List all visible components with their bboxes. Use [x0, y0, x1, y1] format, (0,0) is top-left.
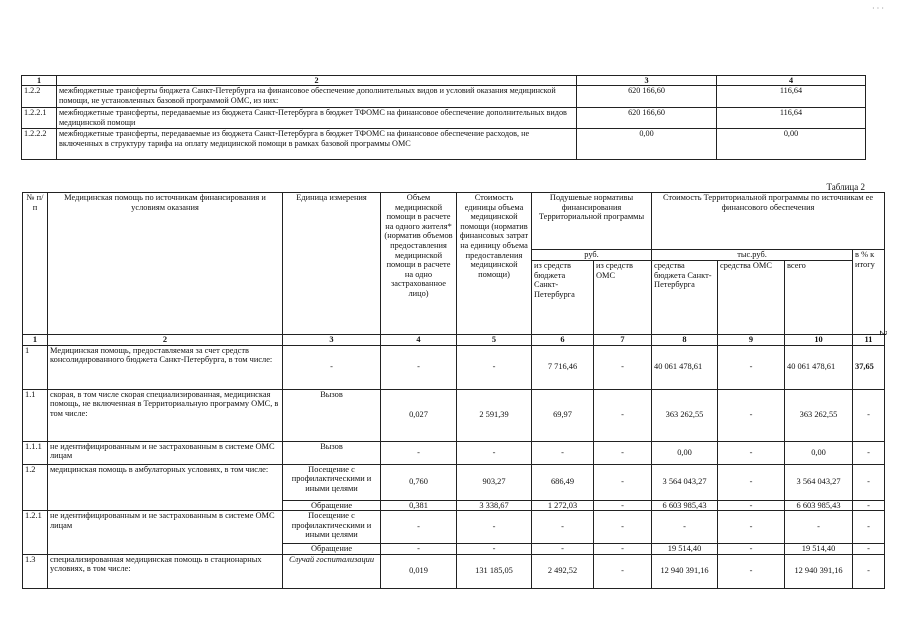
- row-budget-per-capita: 2 492,52: [532, 554, 594, 588]
- row-budget-total: 0,00: [652, 441, 718, 464]
- row-percent: -: [853, 544, 885, 555]
- program-cost-table: [22, 192, 885, 589]
- header-budget-means: средства бюджета Санкт-Петербурга: [652, 261, 718, 335]
- row-oms-total: -: [718, 500, 785, 511]
- row-cost: 131 185,05: [457, 554, 532, 588]
- header-program-cost: Стоимость Территориальной программы по источникам ее финансового обеспечения: [652, 193, 885, 250]
- row-grand-total: 19 514,40: [785, 544, 853, 555]
- header-oms-means: средства ОМС: [718, 261, 785, 335]
- col-number-5: 5: [457, 335, 532, 346]
- row-name: не идентифицированным и не застрахованным в системе ОМС лицам: [48, 441, 283, 464]
- row-number: 1.2.2: [22, 86, 57, 108]
- table-row: [22, 86, 866, 108]
- row-name: скорая, в том числе скорая специализированная, медицинская помощь, не включенная в Территориальную программу ОМС, в том числе:: [48, 389, 283, 441]
- row-budget-per-capita: -: [532, 544, 594, 555]
- header-cost: Стоимость единицы объема медицинской помощи (норматив финансовых затрат на единицу объема предоставления медицинской помощи): [457, 193, 532, 335]
- header-unit: Единица измерения: [283, 193, 381, 335]
- row-percent: 37,65: [853, 345, 885, 389]
- row-cost: -: [457, 544, 532, 555]
- row-oms-per-capita: -: [594, 389, 652, 441]
- row-grand-total: 363 262,55: [785, 389, 853, 441]
- row-percent: -: [853, 554, 885, 588]
- row-grand-total: 6 603 985,43: [785, 500, 853, 511]
- table-row: [23, 345, 885, 389]
- row-unit: Посещение с профилактическими и иными целями: [283, 511, 381, 544]
- row-grand-total: 40 061 478,61: [785, 345, 853, 389]
- table-caption: Таблица 2: [826, 182, 865, 192]
- row-percent: -: [853, 441, 885, 464]
- corner-mark: · · ·: [872, 4, 884, 13]
- row-oms-total: -: [718, 464, 785, 500]
- row-number: 1.2.2.1: [22, 108, 57, 129]
- col-number-2: 2: [48, 335, 283, 346]
- row-unit: Вызов: [283, 441, 381, 464]
- row-name: Медицинская помощь, предоставляемая за счет средств консолидированного бюджета Санкт-Петербурга, в том числе:: [48, 345, 283, 389]
- col-number-9: 9: [718, 335, 785, 346]
- row-unit: Вызов: [283, 389, 381, 441]
- col-number-1: 1: [22, 76, 57, 86]
- row-percent: -: [853, 500, 885, 511]
- row-budget-total: 363 262,55: [652, 389, 718, 441]
- row-oms-total: -: [718, 544, 785, 555]
- col-number-11: 11: [853, 335, 885, 346]
- row-oms-total: -: [718, 511, 785, 544]
- row-unit: Обращение: [283, 544, 381, 555]
- row-oms-total: -: [718, 345, 785, 389]
- row-budget-total: 6 603 985,43: [652, 500, 718, 511]
- row-text: межбюджетные трансферты, передаваемые из бюджета Санкт-Петербурга в бюджет ТФОМС на финансовое обеспечение расходов, не включенных в структуру тарифа на оплату медицинской помощи в рамках базовой программы ОМС: [57, 129, 577, 160]
- header-row: [23, 193, 885, 250]
- row-oms-per-capita: -: [594, 500, 652, 511]
- row-number: 1: [23, 345, 48, 389]
- row-volume: 0,381: [381, 500, 457, 511]
- row-budget-per-capita: -: [532, 511, 594, 544]
- col-number-2: 2: [57, 76, 577, 86]
- table-header-row: [22, 76, 866, 86]
- header-percent: в % к итогу: [853, 250, 885, 335]
- row-budget-per-capita: 686,49: [532, 464, 594, 500]
- col-number-4: 4: [717, 76, 866, 86]
- row-volume: -: [381, 544, 457, 555]
- row-budget-per-capita: -: [532, 441, 594, 464]
- row-volume: 0,027: [381, 389, 457, 441]
- transfers-table: [21, 75, 866, 160]
- row-volume: -: [381, 441, 457, 464]
- row-cost: -: [457, 511, 532, 544]
- row-oms-per-capita: -: [594, 441, 652, 464]
- row-oms-total: -: [718, 554, 785, 588]
- table-row: [23, 554, 885, 588]
- table-row: [23, 464, 885, 500]
- row-grand-total: -: [785, 511, 853, 544]
- header-total: всего: [785, 261, 853, 335]
- row-number: 1.1.1: [23, 441, 48, 464]
- row-unit: Обращение: [283, 500, 381, 511]
- row-name: не идентифицированным и не застрахованным в системе ОМС лицам: [48, 511, 283, 555]
- table-row: [23, 511, 885, 544]
- row-oms-per-capita: -: [594, 511, 652, 544]
- header-name: Медицинская помощь по источникам финансирования и условиям оказания: [48, 193, 283, 335]
- row-oms-per-capita: -: [594, 345, 652, 389]
- row-volume: 0,019: [381, 554, 457, 588]
- row-cost: 3 338,67: [457, 500, 532, 511]
- col-number-4: 4: [381, 335, 457, 346]
- header-budget-spb: из средств бюджета Санкт-Петербурга: [532, 261, 594, 335]
- page-number: 2: [876, 330, 889, 336]
- row-grand-total: 3 564 043,27: [785, 464, 853, 500]
- header-thous-rub: тыс.руб.: [652, 250, 853, 261]
- row-grand-total: 12 940 391,16: [785, 554, 853, 588]
- row-value: 116,64: [717, 108, 866, 129]
- col-number-3: 3: [577, 76, 717, 86]
- row-number: 1.1: [23, 389, 48, 441]
- header-rub: руб.: [532, 250, 652, 261]
- row-volume: -: [381, 511, 457, 544]
- row-budget-total: 40 061 478,61: [652, 345, 718, 389]
- row-oms-total: -: [718, 389, 785, 441]
- row-volume: 0,760: [381, 464, 457, 500]
- row-budget-total: 12 940 391,16: [652, 554, 718, 588]
- table-row: [23, 389, 885, 441]
- row-oms-per-capita: -: [594, 464, 652, 500]
- column-numbers-row: [23, 335, 885, 346]
- col-number-8: 8: [652, 335, 718, 346]
- table-row: [22, 108, 866, 129]
- row-number: 1.2.2.2: [22, 129, 57, 160]
- row-oms-per-capita: -: [594, 554, 652, 588]
- row-oms-total: -: [718, 441, 785, 464]
- row-value: 116,64: [717, 86, 866, 108]
- row-name: медицинская помощь в амбулаторных условиях, в том числе:: [48, 464, 283, 511]
- row-value: 0,00: [717, 129, 866, 160]
- row-value: 620 166,60: [577, 108, 717, 129]
- row-percent: -: [853, 511, 885, 544]
- row-grand-total: 0,00: [785, 441, 853, 464]
- row-cost: 903,27: [457, 464, 532, 500]
- row-text: межбюджетные трансферты, передаваемые из бюджета Санкт-Петербурга в бюджет ТФОМС на финансовое обеспечение дополнительных видов медицинской помощи: [57, 108, 577, 129]
- row-cost: 2 591,39: [457, 389, 532, 441]
- header-oms-source: из средств ОМС: [594, 261, 652, 335]
- row-budget-per-capita: 69,97: [532, 389, 594, 441]
- col-number-7: 7: [594, 335, 652, 346]
- col-number-3: 3: [283, 335, 381, 346]
- col-number-1: 1: [23, 335, 48, 346]
- col-number-6: 6: [532, 335, 594, 346]
- row-budget-total: 3 564 043,27: [652, 464, 718, 500]
- table-row: [22, 129, 866, 160]
- row-number: 1.2: [23, 464, 48, 511]
- row-unit: -: [283, 345, 381, 389]
- row-number: 1.2.1: [23, 511, 48, 555]
- row-value: 620 166,60: [577, 86, 717, 108]
- row-number: 1.3: [23, 554, 48, 588]
- header-per-capita: Подушевые нормативы финансирования Территориальной программы: [532, 193, 652, 250]
- row-volume: -: [381, 345, 457, 389]
- row-cost: -: [457, 345, 532, 389]
- header-volume: Объем медицинской помощи в расчете на одного жителя* (норматив объемов предоставления медицинской помощи в расчете на одно застрахованное лицо): [381, 193, 457, 335]
- row-cost: -: [457, 441, 532, 464]
- row-name: специализированная медицинская помощь в стационарных условиях, в том числе:: [48, 554, 283, 588]
- row-unit: Случай госпитализации: [283, 554, 381, 588]
- row-budget-total: -: [652, 511, 718, 544]
- row-value: 0,00: [577, 129, 717, 160]
- table-row: [23, 441, 885, 464]
- row-unit: Посещение с профилактическими и иными целями: [283, 464, 381, 500]
- header-number: № п/п: [23, 193, 48, 335]
- row-budget-per-capita: 1 272,03: [532, 500, 594, 511]
- row-budget-total: 19 514,40: [652, 544, 718, 555]
- row-percent: -: [853, 464, 885, 500]
- row-budget-per-capita: 7 716,46: [532, 345, 594, 389]
- row-percent: -: [853, 389, 885, 441]
- row-oms-per-capita: -: [594, 544, 652, 555]
- col-number-10: 10: [785, 335, 853, 346]
- row-text: межбюджетные трансферты бюджета Санкт-Петербурга на финансовое обеспечение дополнительных видов и условий оказания медицинской помощи, не установленных базовой программой ОМС, из них:: [57, 86, 577, 108]
